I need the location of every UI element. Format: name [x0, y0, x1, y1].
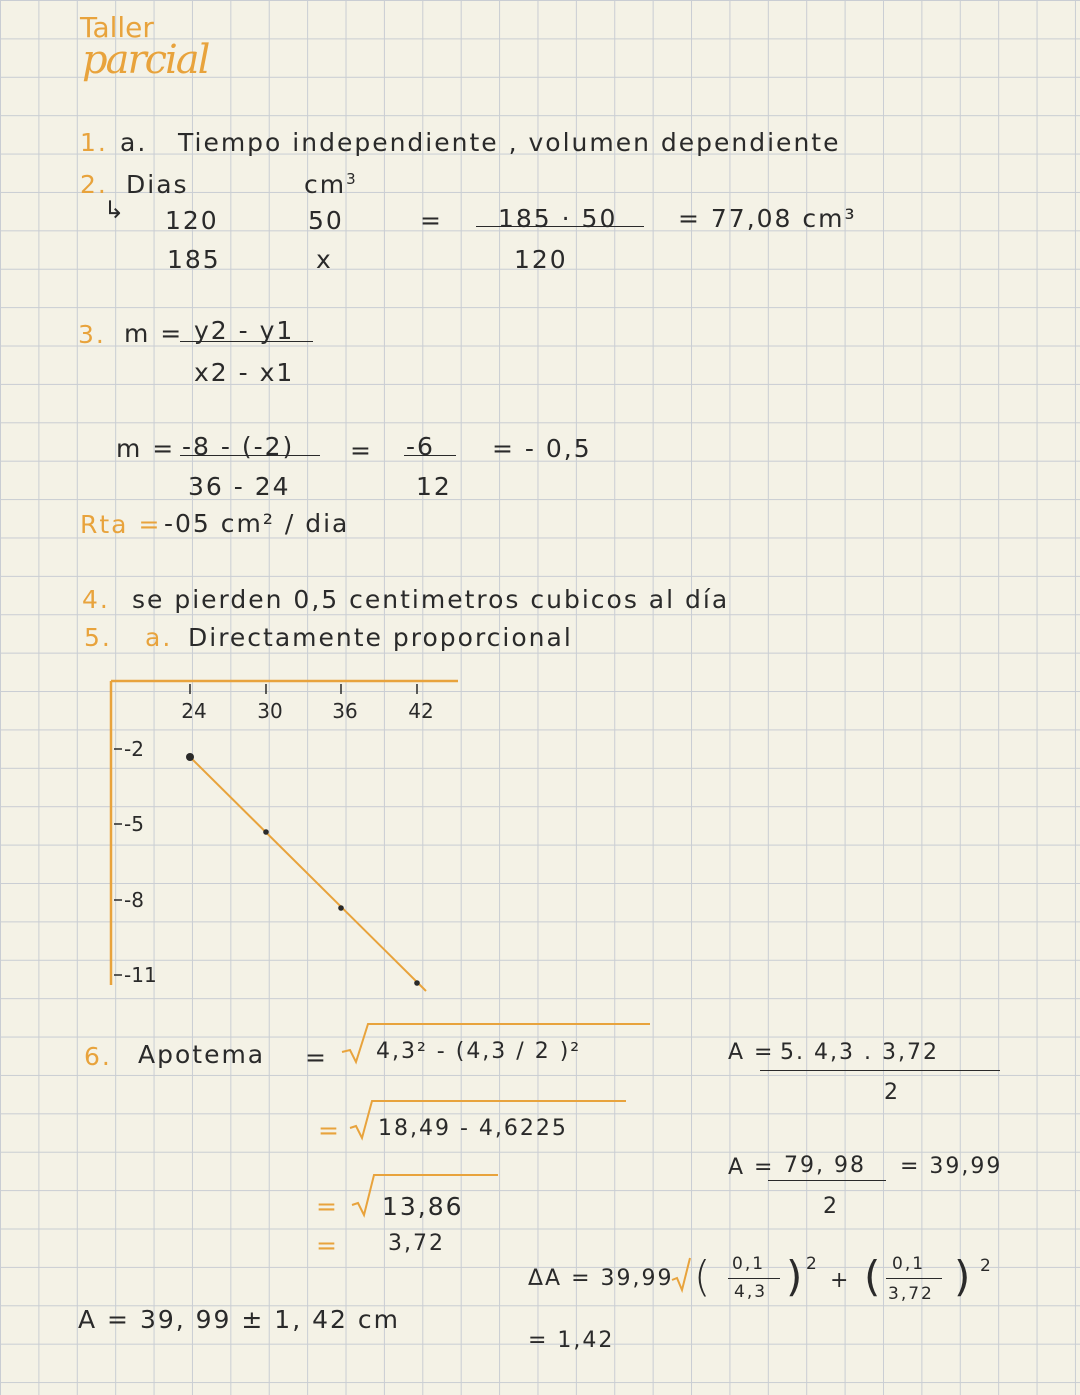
delta-area-label: ΔA = 39,99 — [528, 1266, 674, 1291]
fraction-bar — [728, 1278, 780, 1279]
q1-answer: Tiempo independiente , volumen dependiente — [178, 128, 841, 157]
delta-frac2-numerator: 0,1 — [892, 1254, 926, 1274]
delta-frac1-numerator: 0,1 — [732, 1254, 766, 1274]
q6-line2: 18,49 - 4,6225 — [378, 1116, 568, 1141]
area1-denominator: 2 — [884, 1080, 900, 1105]
area2-numerator: 79, 98 — [784, 1153, 866, 1178]
q6-equals-4: = — [316, 1231, 339, 1260]
q6-line4: 3,72 — [388, 1231, 445, 1256]
q2-number: 2. — [80, 170, 108, 199]
x-tick-label: 24 — [181, 699, 207, 723]
y-tick-label: -11 — [124, 963, 157, 987]
q5-number: 5. — [84, 623, 112, 652]
y-tick-label: -5 — [124, 812, 144, 836]
page-subtitle: parcial — [82, 37, 209, 83]
q3-frac-numerator: -6 — [406, 432, 435, 461]
area1-label: A = — [728, 1040, 775, 1065]
y-tick-label: -2 — [124, 737, 144, 761]
paren-open-1: ( — [694, 1252, 711, 1301]
area2-label: A = — [728, 1155, 775, 1180]
arrow-icon: ↳ — [104, 196, 125, 224]
q1-number: 1. — [80, 128, 108, 157]
q6-final-answer: A = 39, 99 ± 1, 42 cm — [78, 1305, 400, 1334]
q2-row1-volume: 50 — [308, 206, 344, 235]
fraction-bar — [886, 1278, 942, 1279]
paren-close-1: ) — [786, 1252, 803, 1301]
q6-line3: 13,86 — [382, 1192, 464, 1221]
q3-rta-label: Rta = — [80, 510, 162, 539]
q2-row2-days: 185 — [167, 245, 221, 274]
q5-letter: a. — [145, 623, 173, 652]
power-1: 2 — [806, 1254, 819, 1274]
q6-line1: 4,3² - (4,3 / 2 )² — [376, 1039, 582, 1064]
q3-formula-numerator: y2 - y1 — [194, 316, 295, 345]
q2-result: = 77,08 cm³ — [678, 204, 857, 233]
x-tick-label: 42 — [408, 699, 434, 723]
q3-rta-value: -05 cm² / dia — [164, 509, 350, 538]
page-title: Taller — [80, 11, 154, 44]
fraction-bar — [768, 1180, 886, 1181]
power-2: 2 — [980, 1256, 993, 1276]
q2-equals: = — [420, 206, 443, 235]
q2-col-volume: $cm^3$ — [304, 170, 358, 199]
x-tick-label: 30 — [257, 699, 283, 723]
q6-equals-1: = — [305, 1043, 328, 1072]
y-tick-label: -8 — [124, 888, 144, 912]
fraction-bar — [760, 1070, 1000, 1071]
q2-col-days: Dias — [126, 170, 189, 199]
delta-area-result: = 1,42 — [528, 1328, 615, 1353]
x-tick-label: 36 — [332, 699, 358, 723]
area2-result: = 39,99 — [900, 1154, 1003, 1179]
paren-close-2: ) — [954, 1252, 971, 1301]
q4-number: 4. — [82, 585, 110, 614]
area2-denominator: 2 — [823, 1194, 839, 1219]
q3-sub-numerator: -8 - (-2) — [182, 432, 295, 461]
q2-denominator: 120 — [514, 245, 568, 274]
area1-numerator: 5. 4,3 . 3,72 — [780, 1040, 939, 1065]
q6-equals-2: = — [318, 1116, 341, 1145]
delta-frac2-denominator: 3,72 — [888, 1284, 934, 1304]
q3-formula-denominator: x2 - x1 — [194, 358, 295, 387]
q6-number: 6. — [84, 1042, 112, 1071]
q2-numerator: 185 · 50 — [498, 204, 618, 233]
q2-row2-volume: x — [316, 245, 333, 274]
delta-frac1-denominator: 4,3 — [734, 1282, 768, 1302]
q3-number: 3. — [78, 320, 106, 349]
q3-frac-denominator: 12 — [416, 472, 452, 501]
q3-result: = - 0,5 — [492, 434, 592, 463]
q3-m2-label: m = — [116, 434, 176, 463]
q2-row1-days: 120 — [165, 206, 219, 235]
plus-sign: + — [830, 1268, 851, 1293]
q3-m-label: m = — [124, 319, 184, 348]
q3-sub-denominator: 36 - 24 — [188, 472, 291, 501]
q6-label: Apotema — [138, 1040, 266, 1069]
q5-answer: Directamente proporcional — [188, 623, 573, 652]
q4-answer: se pierden 0,5 centimetros cubicos al día — [132, 585, 730, 614]
paren-open-2: ( — [864, 1252, 881, 1301]
q3-equals: = — [350, 436, 373, 465]
q6-equals-3: = — [316, 1192, 339, 1221]
q1-letter: a. — [120, 128, 148, 157]
